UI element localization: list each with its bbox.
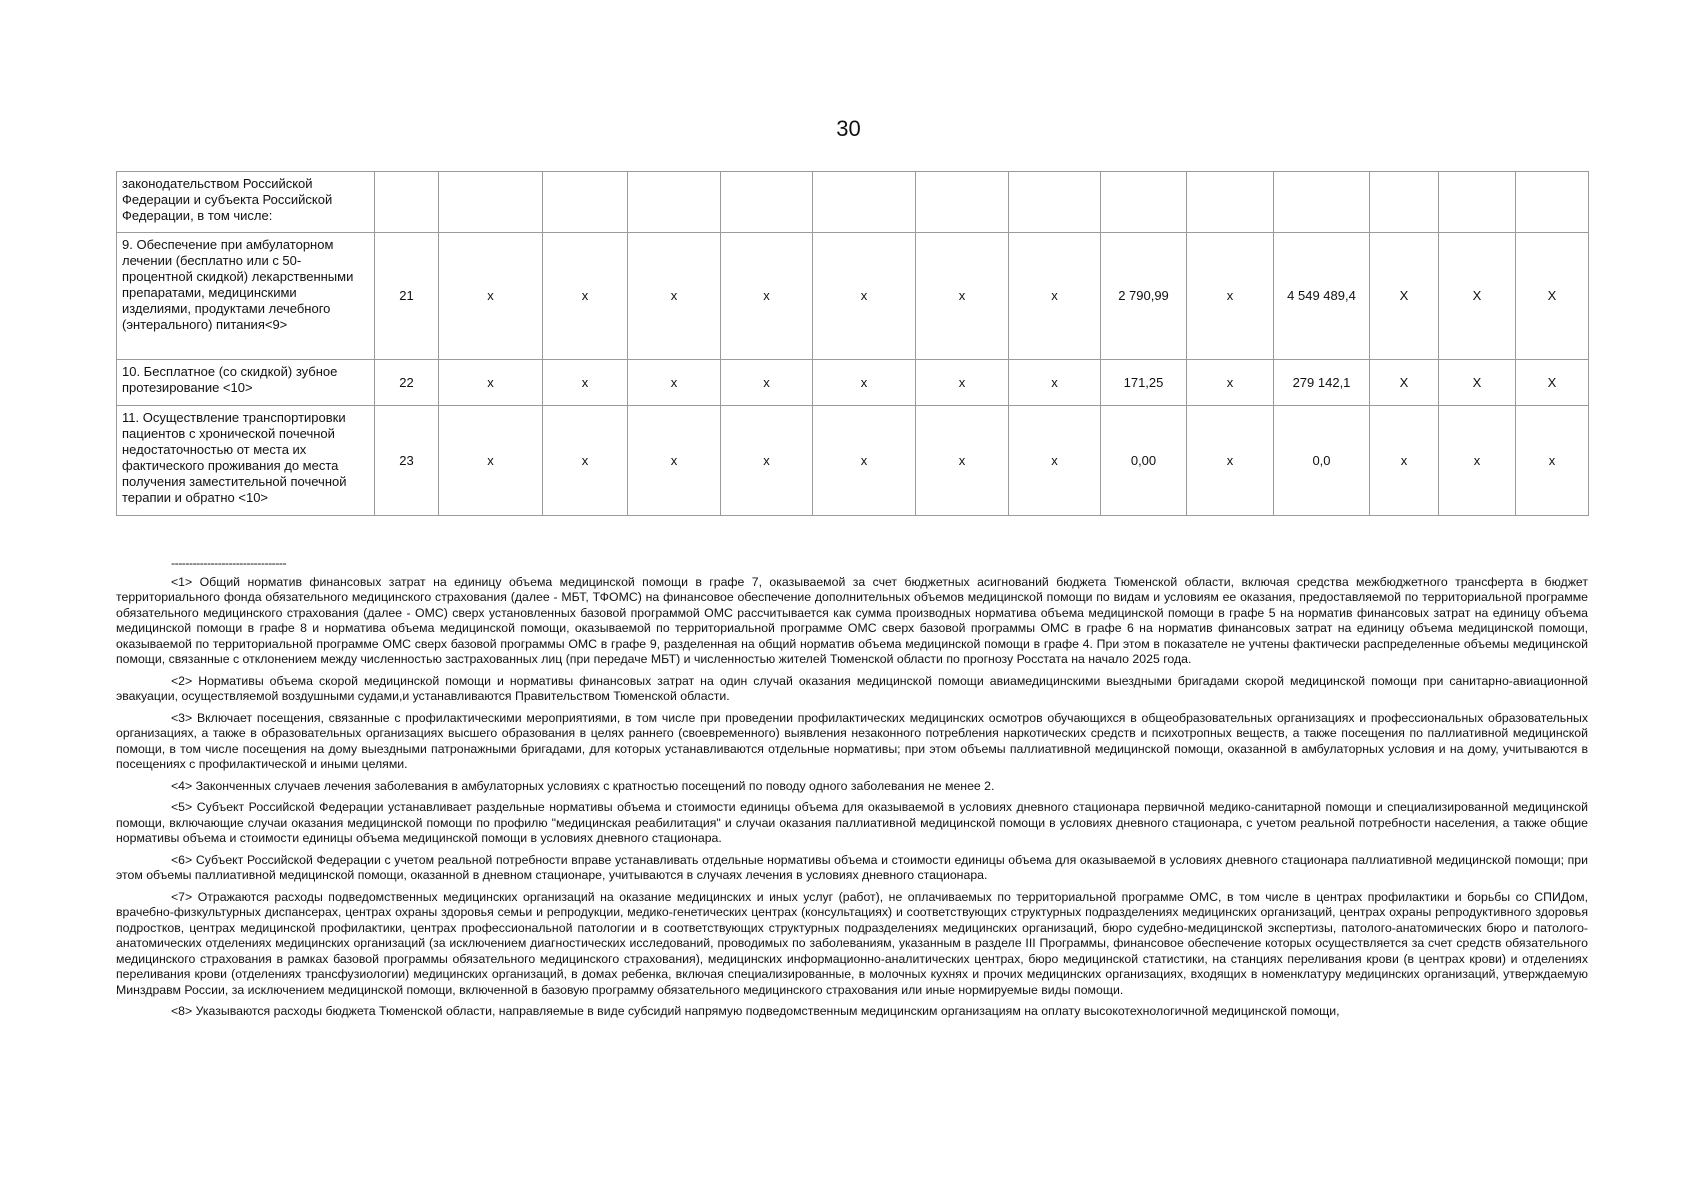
row-name-cell: законодательством Российской Федерации и субъекта Российской Федерации, в том числе:	[117, 172, 375, 233]
row-code-cell: 21	[375, 233, 439, 360]
value-cell: 2 790,99	[1101, 233, 1187, 360]
value-cell: x	[721, 406, 813, 516]
row-code-cell: 23	[375, 406, 439, 516]
value-cell: x	[916, 233, 1009, 360]
value-cell	[1187, 172, 1274, 233]
value-cell: x	[543, 360, 628, 406]
table-row	[117, 360, 1589, 406]
value-cell	[1516, 172, 1589, 233]
value-cell: 4 549 489,4	[1274, 233, 1370, 360]
value-cell: x	[721, 360, 813, 406]
value-cell	[813, 172, 916, 233]
value-cell: 171,25	[1101, 360, 1187, 406]
value-cell: x	[628, 406, 721, 516]
row-code-cell	[375, 172, 439, 233]
value-cell	[1439, 172, 1516, 233]
value-cell: x	[543, 233, 628, 360]
row-name-cell: 10. Бесплатное (со скидкой) зубное протезирование <10>	[117, 360, 375, 406]
value-cell: x	[1187, 360, 1274, 406]
value-cell: X	[1516, 233, 1589, 360]
value-cell: x	[813, 406, 916, 516]
value-cell	[543, 172, 628, 233]
value-cell: 0,0	[1274, 406, 1370, 516]
value-cell: X	[1439, 233, 1516, 360]
footnote-divider: --------------------------------	[171, 556, 287, 570]
value-cell: x	[1009, 360, 1101, 406]
value-cell	[916, 172, 1009, 233]
value-cell: x	[628, 360, 721, 406]
row-code-cell: 22	[375, 360, 439, 406]
table-row	[117, 406, 1589, 516]
footnote-item: <3> Включает посещения, связанные с профилактическими мероприятиями, в том числе при проведении профилактических медицинских осмотров обучающихся в общеобразовательных организациях и профессиональных образовательных организациях, а также в образовательных организациях высшего образования в целях раннего (своевременного) выявления незаконного потребления наркотических средств и психотропных веществ, а также посещения по паллиативной медицинской помощи, в том числе посещения на дому выездными патронажными бригадами, для которых устанавливаются отдельные нормативы; при этом объемы паллиативной медицинской помощи, оказанной в амбулаторных условия и на дому, учитываются в посещениях с профилактической и иными целями.	[116, 710, 1588, 771]
footnote-list	[116, 575, 1588, 1020]
value-cell: x	[439, 360, 543, 406]
value-cell: X	[1370, 360, 1439, 406]
footnote-item: <2> Нормативы объема скорой медицинской помощи и нормативы финансовых затрат на один случай оказания медицинской помощи авиамедицинскими выездными бригадами скорой медицинской помощи при санитарно-авиационной эвакуации, осуществляемой воздушными судами,и устанавливаются Правительством Тюменской области.	[116, 673, 1588, 703]
value-cell: x	[1516, 406, 1589, 516]
value-cell	[439, 172, 543, 233]
value-cell	[1370, 172, 1439, 233]
normatives-table	[116, 171, 1589, 516]
table-row	[117, 233, 1589, 360]
footnote-item: <4> Законченных случаев лечения заболевания в амбулаторных условиях с кратностью посещений по поводу одного заболевания не менее 2.	[171, 778, 995, 793]
value-cell: x	[1009, 406, 1101, 516]
value-cell: x	[1439, 406, 1516, 516]
value-cell	[721, 172, 813, 233]
value-cell: X	[1370, 233, 1439, 360]
value-cell: x	[916, 360, 1009, 406]
value-cell: X	[1516, 360, 1589, 406]
value-cell: X	[1439, 360, 1516, 406]
value-cell: x	[813, 360, 916, 406]
value-cell	[1009, 172, 1101, 233]
value-cell: x	[439, 406, 543, 516]
value-cell	[628, 172, 721, 233]
footnote-item: <6> Субъект Российской Федерации с учетом реальной потребности вправе устанавливать отдельные нормативы объема и стоимости единицы объема для оказываемой в условиях дневного стационара паллиативной медицинской помощи; при этом объемы паллиативной медицинской помощи, оказанной в дневном стационаре, учитываются в случаях лечения в условиях дневного стационара.	[116, 852, 1588, 882]
value-cell: 0,00	[1101, 406, 1187, 516]
value-cell	[1101, 172, 1187, 233]
row-name-cell: 9. Обеспечение при амбулаторном лечении (бесплатно или с 50-процентной скидкой) лекарственными препаратами, медицинскими изделиями, продуктами лечебного (энтерального) питания<9>	[117, 233, 375, 360]
value-cell: x	[721, 233, 813, 360]
table-row	[117, 172, 1589, 233]
value-cell: x	[439, 233, 543, 360]
footnotes	[116, 556, 1588, 1026]
footnote-item: <8> Указываются расходы бюджета Тюменской области, направляемые в виде субсидий напрямую подведомственным медицинским организациям на оплату высокотехнологичной медицинской помощи,	[171, 1004, 1340, 1018]
value-cell: x	[1370, 406, 1439, 516]
value-cell: x	[1187, 233, 1274, 360]
value-cell: x	[1009, 233, 1101, 360]
footnote-item: <1> Общий норматив финансовых затрат на единицу объема медицинской помощи в графе 7, оказываемой за счет бюджетных асигнований бюджета Тюменской области, включая средства межбюджетного трансферта в бюджет территориального фонда обязательного медицинского страхования (далее - МБТ, ТФОМС) на финансовое обеспечение дополнительных объемов медицинской помощи по видам и условиям ее оказания, предоставляемой по территориальной программе обязательного медицинского страхования (далее - ОМС) сверх установленных базовой программой ОМС рассчитывается как сумма производных норматива объема медицинской помощи в графе 5 на норматив финансовых затрат на единицу объема медицинской помощи в графе 8 и норматива объема медицинской помощи, оказываемой по территориальной программе ОМС сверх базовой программы ОМС в графе 6 на норматив финансовых затрат на единицу объема медицинской помощи, оказываемой по территориальной программе ОМС сверх базовой программы ОМС в графе 9, разделенная на общий норматив объема медицинской помощи в графе 4. При этом в показателе не учтены фактически распределенные объемы медицинской помощи, связанные с отклонением между численностью застрахованных лиц (при передаче МБТ) и численностью жителей Тюменской области по прогнозу Росстата на начало 2025 года.	[116, 574, 1588, 666]
row-name-cell: 11. Осуществление транспортировки пациентов с хронической почечной недостаточностью от места их фактического проживания до места получения заместительной почечной терапии и обратно <10>	[117, 406, 375, 516]
value-cell: x	[813, 233, 916, 360]
value-cell: x	[916, 406, 1009, 516]
value-cell: x	[628, 233, 721, 360]
value-cell: 279 142,1	[1274, 360, 1370, 406]
value-cell	[1274, 172, 1370, 233]
footnote-item: <7> Отражаются расходы подведомственных медицинских организаций на оказание медицинских и иных услуг (работ), не оплачиваемых по территориальной программе ОМС, в том числе в центрах профилактики и борьбы со СПИДом, врачебно-физкультурных диспансерах, центрах охраны здоровья семьи и репродукции, медико-генетических центрах (консультациях) и соответствующих структурных подразделениях медицинских организаций, центрах охраны репродуктивного здоровья подростков, центрах медицинской профилактики, центрах профессиональной патологии и в соответствующих структурных подразделениях медицинских организаций, бюро судебно-медицинской экспертизы, патолого-анатомических бюро и патолого-анатомических отделениях медицинских организаций (за исключением диагностических исследований, проводимых по заболеваниям, указанным в разделе III Программы, финансовое обеспечение которых осуществляется за счет средств обязательного медицинского страхования в рамках базовой программы обязательного медицинского страхования), медицинских информационно-аналитических центрах, бюро медицинской статистики, на станциях переливания крови (в центрах крови) и отделениях переливания крови (отделениях трансфузиологии) медицинских организаций, в домах ребенка, включая специализированные, в молочных кухнях и прочих медицинских организациях, входящих в номенклатуру медицинских организаций, утверждаемую Минздравм России, за исключением медицинской помощи, включенной в базовую программу обязательного медицинского страхования или иные нормируемые виды помощи.	[116, 889, 1588, 997]
value-cell: x	[543, 406, 628, 516]
page-number: 30	[836, 116, 861, 141]
footnote-item: <5> Субъект Российской Федерации устанавливает раздельные нормативы объема и стоимости единицы объема для оказываемой в условиях дневного стационара первичной медико-санитарной помощи и специализированной медицинской помощи, включающие случаи оказания медицинской помощи по профилю "медицинская реабилитация" и случаи оказания паллиативной медицинской помощи в условиях дневного стационара, с учетом реальной потребности населения, а также общие нормативы объема и стоимости единицы объема медицинской помощи в условиях дневного стационара.	[116, 800, 1588, 845]
value-cell: x	[1187, 406, 1274, 516]
